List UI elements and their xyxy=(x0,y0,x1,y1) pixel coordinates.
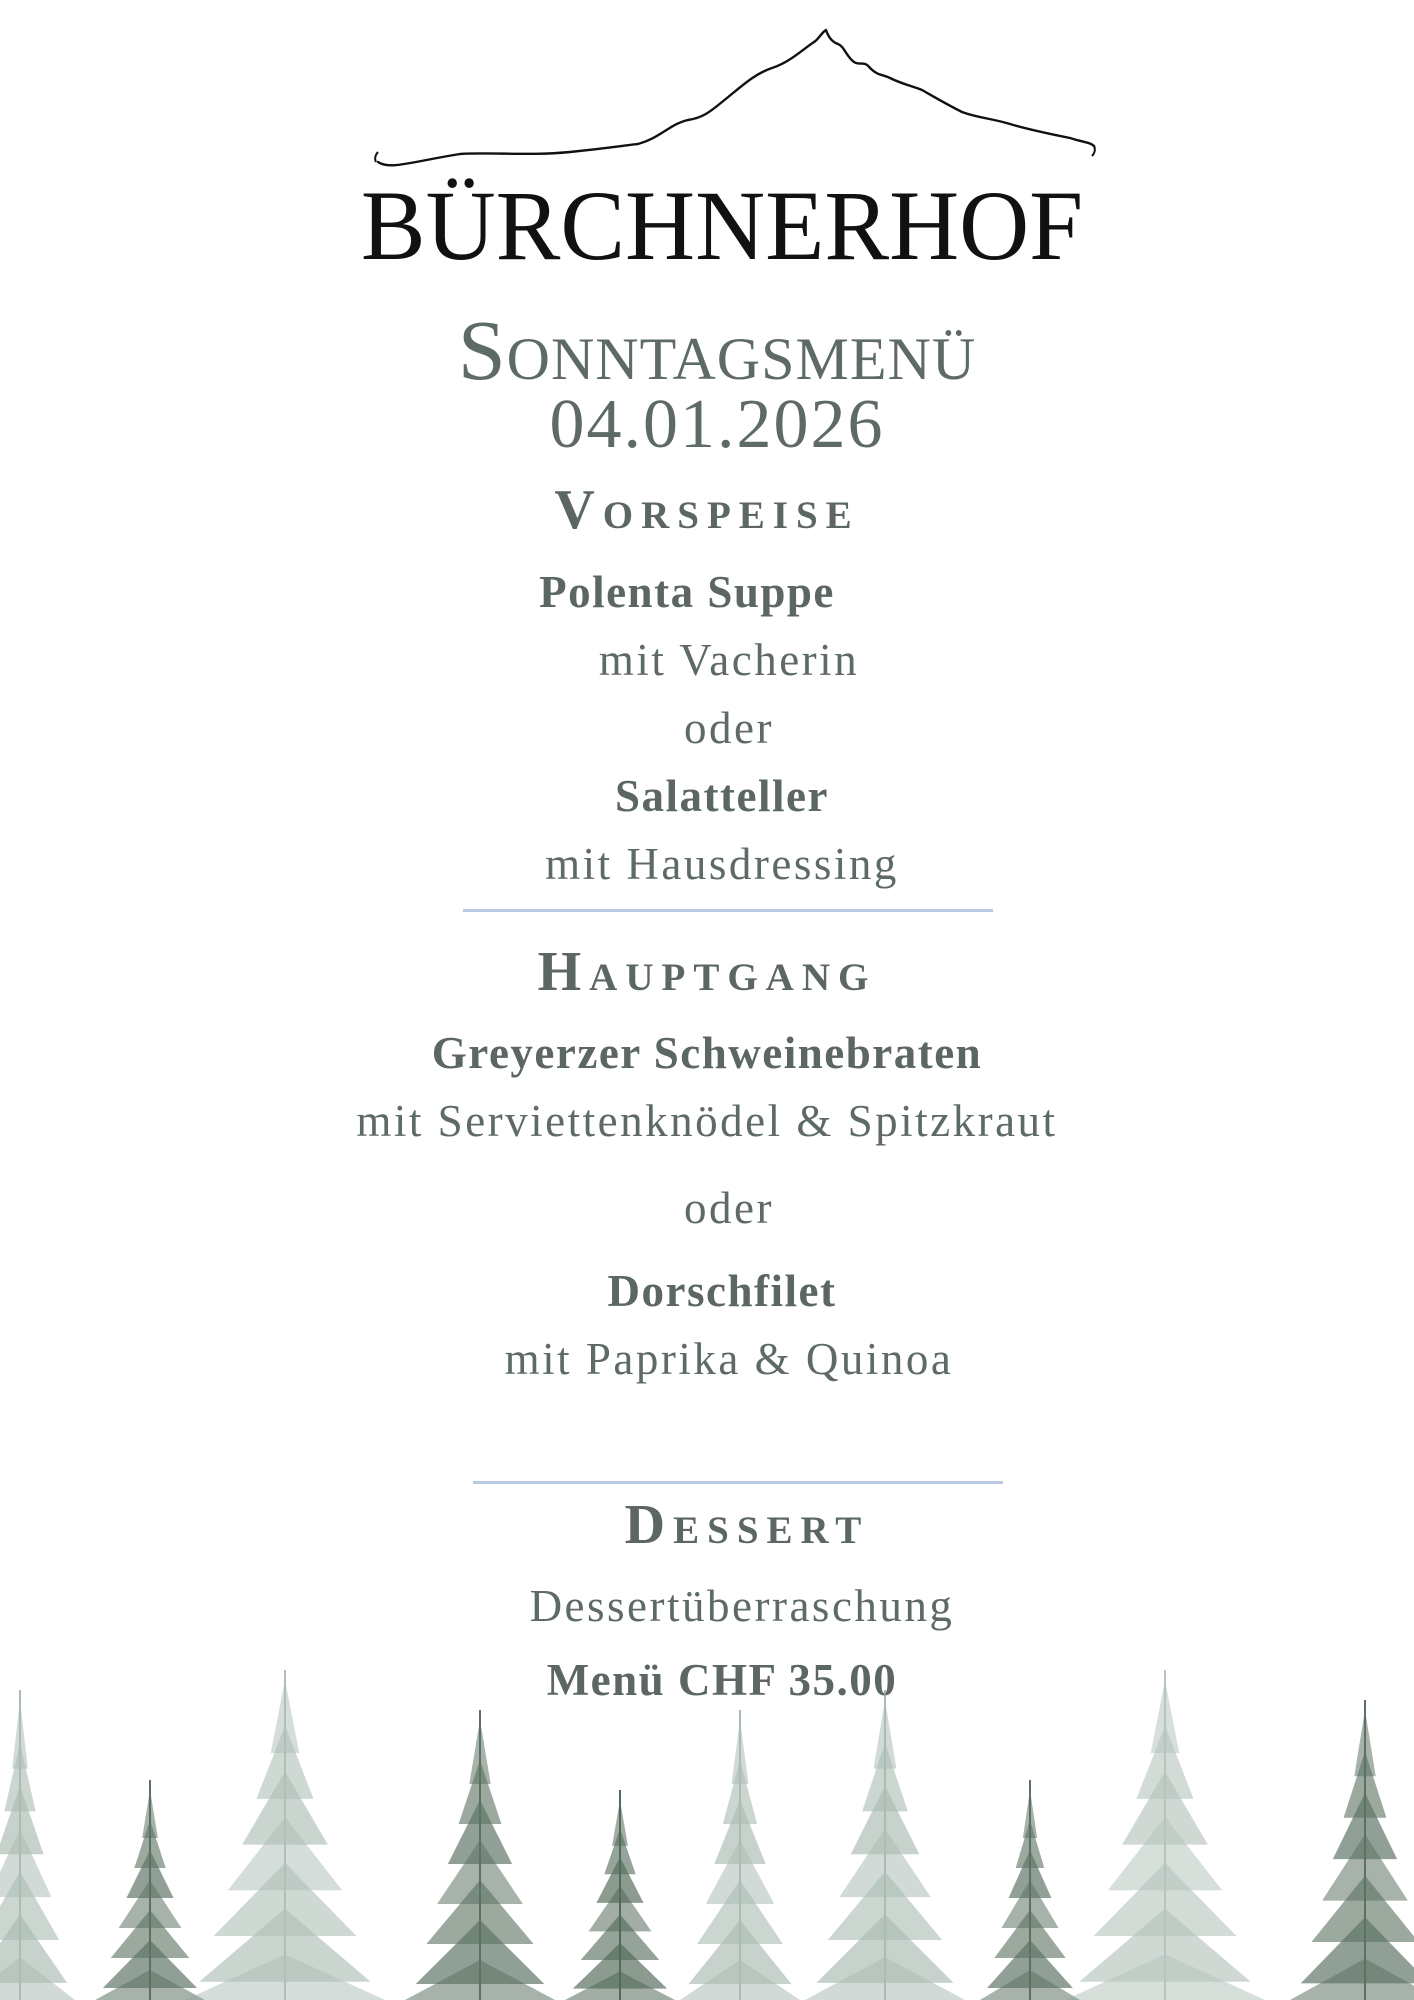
pine-tree-icon xyxy=(805,1690,965,2000)
or-text: oder xyxy=(684,1183,774,1233)
menu-date: 04.01.2026 xyxy=(549,386,885,463)
dish-greyerzer-schweinebraten: Greyerzer Schweinebraten xyxy=(431,1028,983,1078)
pine-tree-icon xyxy=(0,1690,75,2000)
dish-desc-paprika-quinoa: mit Paprika & Quinoa xyxy=(504,1334,954,1384)
dish-desc-vacherin: mit Vacherin xyxy=(598,635,860,685)
or-text: oder xyxy=(684,703,774,753)
pine-tree-icon xyxy=(185,1670,385,2000)
menu-title: Sonntagsmenü xyxy=(457,302,977,398)
pine-tree-icon xyxy=(405,1710,555,2000)
dish-salatteller: Salatteller xyxy=(615,771,829,821)
watercolor-pine-trees-icon xyxy=(0,1660,1414,2000)
section-divider xyxy=(463,909,993,912)
dish-dessertueberraschung: Dessertüberraschung xyxy=(529,1581,955,1631)
dish-polenta-suppe: Polenta Suppe xyxy=(539,567,835,617)
section-heading-vorspeise: Vorspeise xyxy=(554,479,860,541)
pine-tree-icon xyxy=(980,1780,1080,2000)
dish-dorschfilet: Dorschfilet xyxy=(607,1266,837,1316)
pine-tree-icon xyxy=(1290,1700,1414,2000)
dish-desc-hausdressing: mit Hausdressing xyxy=(545,839,899,889)
dish-desc-serviettenknoedel: mit Serviettenknödel & Spitzkraut xyxy=(356,1096,1058,1146)
pine-tree-icon xyxy=(1065,1670,1265,2000)
mountain-outline-icon xyxy=(370,20,1100,180)
pine-tree-icon xyxy=(565,1790,675,2000)
section-heading-hauptgang: Hauptgang xyxy=(537,941,877,1003)
brand-logo-text: BÜRCHNERHOF xyxy=(360,170,1084,281)
pine-tree-icon xyxy=(680,1710,800,2000)
pine-tree-icon xyxy=(95,1780,205,2000)
section-divider xyxy=(473,1481,1003,1484)
menu-price: Menü CHF 35.00 xyxy=(546,1655,898,1705)
section-heading-dessert: Dessert xyxy=(624,1494,870,1556)
